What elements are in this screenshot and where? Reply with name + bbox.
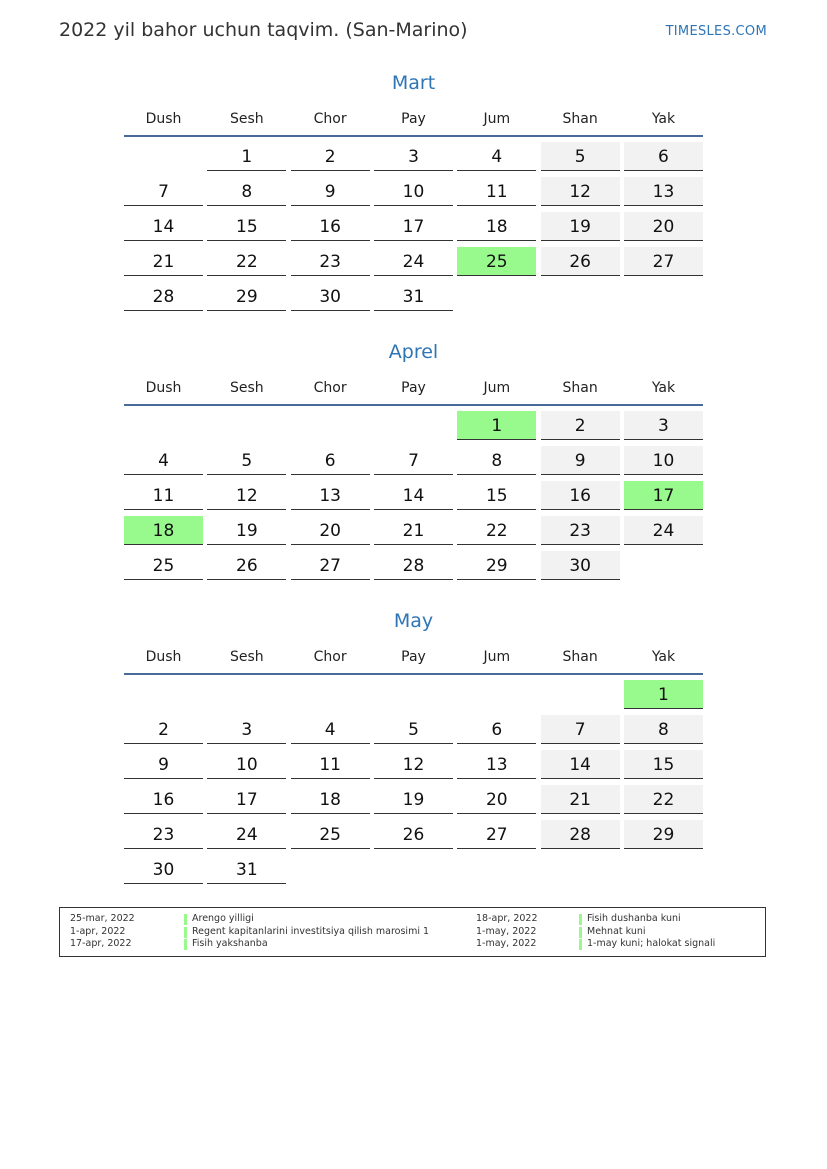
holiday-swatch (184, 927, 187, 938)
day-cell: 4 (457, 142, 536, 171)
empty-cell (457, 680, 536, 709)
day-cell: 6 (291, 446, 370, 475)
weekday-header (124, 109, 703, 129)
weekday-label: Chor (313, 380, 347, 396)
legend-holiday-name: Fisih dushanba kuni (587, 913, 681, 924)
day-cell: 9 (291, 177, 370, 206)
day-cell: 1 (624, 680, 703, 709)
weekday-label: Pay (401, 649, 426, 665)
day-cell: 12 (207, 481, 286, 510)
weekday-label: Shan (562, 649, 598, 665)
weekday-label: Yak (651, 649, 676, 665)
weekday-label: Dush (145, 380, 182, 396)
day-cell: 16 (541, 481, 620, 510)
weekday-label: Yak (651, 111, 676, 127)
day-cell: 30 (291, 282, 370, 311)
day-cell: 13 (457, 750, 536, 779)
weekday-label: Jum (483, 380, 511, 396)
day-cell: 28 (374, 551, 453, 580)
legend-holiday-name: Mehnat kuni (587, 925, 646, 937)
day-cell: 21 (541, 785, 620, 814)
weekday-label: Dush (145, 111, 182, 127)
day-cell: 19 (374, 785, 453, 814)
page-title: 2022 yil bahor uchun taqvim. (San-Marino) (59, 19, 468, 41)
day-cell: 25 (124, 551, 203, 580)
day-cell: 5 (541, 142, 620, 171)
day-cell: 16 (124, 785, 203, 814)
day-cell: 13 (291, 481, 370, 510)
weekday-label: Sesh (229, 649, 264, 665)
day-cell: 24 (207, 820, 286, 849)
day-cell: 27 (624, 247, 703, 276)
empty-cell (124, 680, 203, 709)
day-cell: 2 (541, 411, 620, 440)
day-cell: 7 (374, 446, 453, 475)
day-cell: 24 (624, 516, 703, 545)
day-cell: 31 (207, 855, 286, 884)
day-cell: 17 (374, 212, 453, 241)
day-cell: 22 (207, 247, 286, 276)
day-cell: 22 (457, 516, 536, 545)
holiday-swatch (579, 914, 582, 925)
day-cell: 18 (457, 212, 536, 241)
day-cell: 21 (374, 516, 453, 545)
legend-holiday-name: 1-may kuni; halokat signali (587, 938, 716, 949)
empty-cell (374, 411, 453, 440)
day-cell: 26 (541, 247, 620, 276)
day-cell: 3 (207, 715, 286, 744)
weekday-label: Jum (483, 111, 511, 127)
day-cell: 2 (291, 142, 370, 171)
month-march (124, 71, 703, 311)
empty-cell (207, 680, 286, 709)
day-cell: 14 (124, 212, 203, 241)
weekday-label: Sesh (229, 111, 264, 127)
day-cell: 27 (291, 551, 370, 580)
day-cell: 23 (291, 247, 370, 276)
day-cell: 9 (541, 446, 620, 475)
legend-date: 18-apr, 2022 (476, 913, 538, 924)
day-cell: 13 (624, 177, 703, 206)
day-cell: 15 (457, 481, 536, 510)
day-cell: 7 (124, 177, 203, 206)
empty-cell (374, 680, 453, 709)
empty-cell (124, 142, 203, 171)
day-cell: 4 (291, 715, 370, 744)
month-april (124, 340, 703, 580)
weekday-label: Chor (313, 649, 347, 665)
month-title: May (393, 610, 434, 632)
day-cell: 5 (374, 715, 453, 744)
day-cell: 29 (457, 551, 536, 580)
holiday-swatch (579, 927, 582, 938)
day-cell: 28 (541, 820, 620, 849)
day-cell: 26 (374, 820, 453, 849)
day-cell: 24 (374, 247, 453, 276)
weekday-label: Shan (562, 380, 598, 396)
holiday-swatch (184, 914, 187, 925)
day-cell: 2 (124, 715, 203, 744)
legend-date: 25-mar, 2022 (70, 913, 135, 924)
day-cell: 12 (541, 177, 620, 206)
empty-cell (124, 411, 203, 440)
day-grid (124, 411, 703, 580)
day-cell: 15 (624, 750, 703, 779)
day-cell: 11 (457, 177, 536, 206)
day-cell: 10 (207, 750, 286, 779)
day-cell: 3 (374, 142, 453, 171)
day-cell: 28 (124, 282, 203, 311)
day-cell: 8 (624, 715, 703, 744)
legend-holiday-name: Arengo yilligi (192, 913, 254, 924)
day-cell: 30 (541, 551, 620, 580)
month-title: Aprel (388, 341, 439, 363)
month-may (124, 609, 703, 884)
day-cell: 1 (457, 411, 536, 440)
day-cell: 25 (457, 247, 536, 276)
day-cell: 8 (457, 446, 536, 475)
month-title: Mart (391, 72, 436, 94)
day-cell: 22 (624, 785, 703, 814)
holiday-legend (59, 907, 766, 957)
weekday-label: Yak (651, 380, 676, 396)
day-cell: 3 (624, 411, 703, 440)
day-cell: 23 (124, 820, 203, 849)
day-cell: 21 (124, 247, 203, 276)
header-divider (124, 404, 703, 406)
day-cell: 11 (291, 750, 370, 779)
header-divider (124, 135, 703, 137)
day-cell: 12 (374, 750, 453, 779)
day-cell: 1 (207, 142, 286, 171)
day-cell: 15 (207, 212, 286, 241)
weekday-label: Sesh (229, 380, 264, 396)
day-cell: 18 (124, 516, 203, 545)
day-cell: 6 (457, 715, 536, 744)
day-cell: 20 (291, 516, 370, 545)
day-cell: 14 (541, 750, 620, 779)
empty-cell (207, 411, 286, 440)
day-cell: 6 (624, 142, 703, 171)
day-cell: 4 (124, 446, 203, 475)
day-grid (124, 680, 703, 884)
day-cell: 17 (207, 785, 286, 814)
day-cell: 11 (124, 481, 203, 510)
day-cell: 5 (207, 446, 286, 475)
weekday-label: Chor (313, 111, 347, 127)
day-cell: 9 (124, 750, 203, 779)
legend-holiday-name: Regent kapitanlarini investitsiya qilish marosimi 1 (192, 925, 430, 937)
legend-date: 1-may, 2022 (476, 938, 537, 949)
day-cell: 19 (207, 516, 286, 545)
day-grid (124, 142, 703, 311)
day-cell: 10 (374, 177, 453, 206)
site-link[interactable]: TIMESLES.COM (665, 24, 767, 39)
legend-holiday-name: Fisih yakshanba (192, 938, 268, 949)
empty-cell (291, 680, 370, 709)
weekday-label: Shan (562, 111, 598, 127)
day-cell: 17 (624, 481, 703, 510)
weekday-label: Pay (401, 380, 426, 396)
holiday-swatch (579, 939, 582, 950)
empty-cell (291, 411, 370, 440)
day-cell: 25 (291, 820, 370, 849)
empty-cell (541, 680, 620, 709)
day-cell: 30 (124, 855, 203, 884)
weekday-label: Jum (483, 649, 511, 665)
weekday-header (124, 378, 703, 398)
legend-date: 17-apr, 2022 (70, 938, 132, 949)
day-cell: 18 (291, 785, 370, 814)
header-divider (124, 673, 703, 675)
day-cell: 16 (291, 212, 370, 241)
weekday-header (124, 647, 703, 667)
weekday-label: Pay (401, 111, 426, 127)
day-cell: 26 (207, 551, 286, 580)
holiday-swatch (184, 939, 187, 950)
day-cell: 27 (457, 820, 536, 849)
day-cell: 29 (207, 282, 286, 311)
day-cell: 7 (541, 715, 620, 744)
day-cell: 10 (624, 446, 703, 475)
day-cell: 31 (374, 282, 453, 311)
weekday-label: Dush (145, 649, 182, 665)
legend-date: 1-may, 2022 (476, 925, 537, 937)
day-cell: 14 (374, 481, 453, 510)
day-cell: 29 (624, 820, 703, 849)
day-cell: 8 (207, 177, 286, 206)
day-cell: 20 (624, 212, 703, 241)
legend-date: 1-apr, 2022 (70, 925, 126, 937)
day-cell: 20 (457, 785, 536, 814)
day-cell: 23 (541, 516, 620, 545)
day-cell: 19 (541, 212, 620, 241)
